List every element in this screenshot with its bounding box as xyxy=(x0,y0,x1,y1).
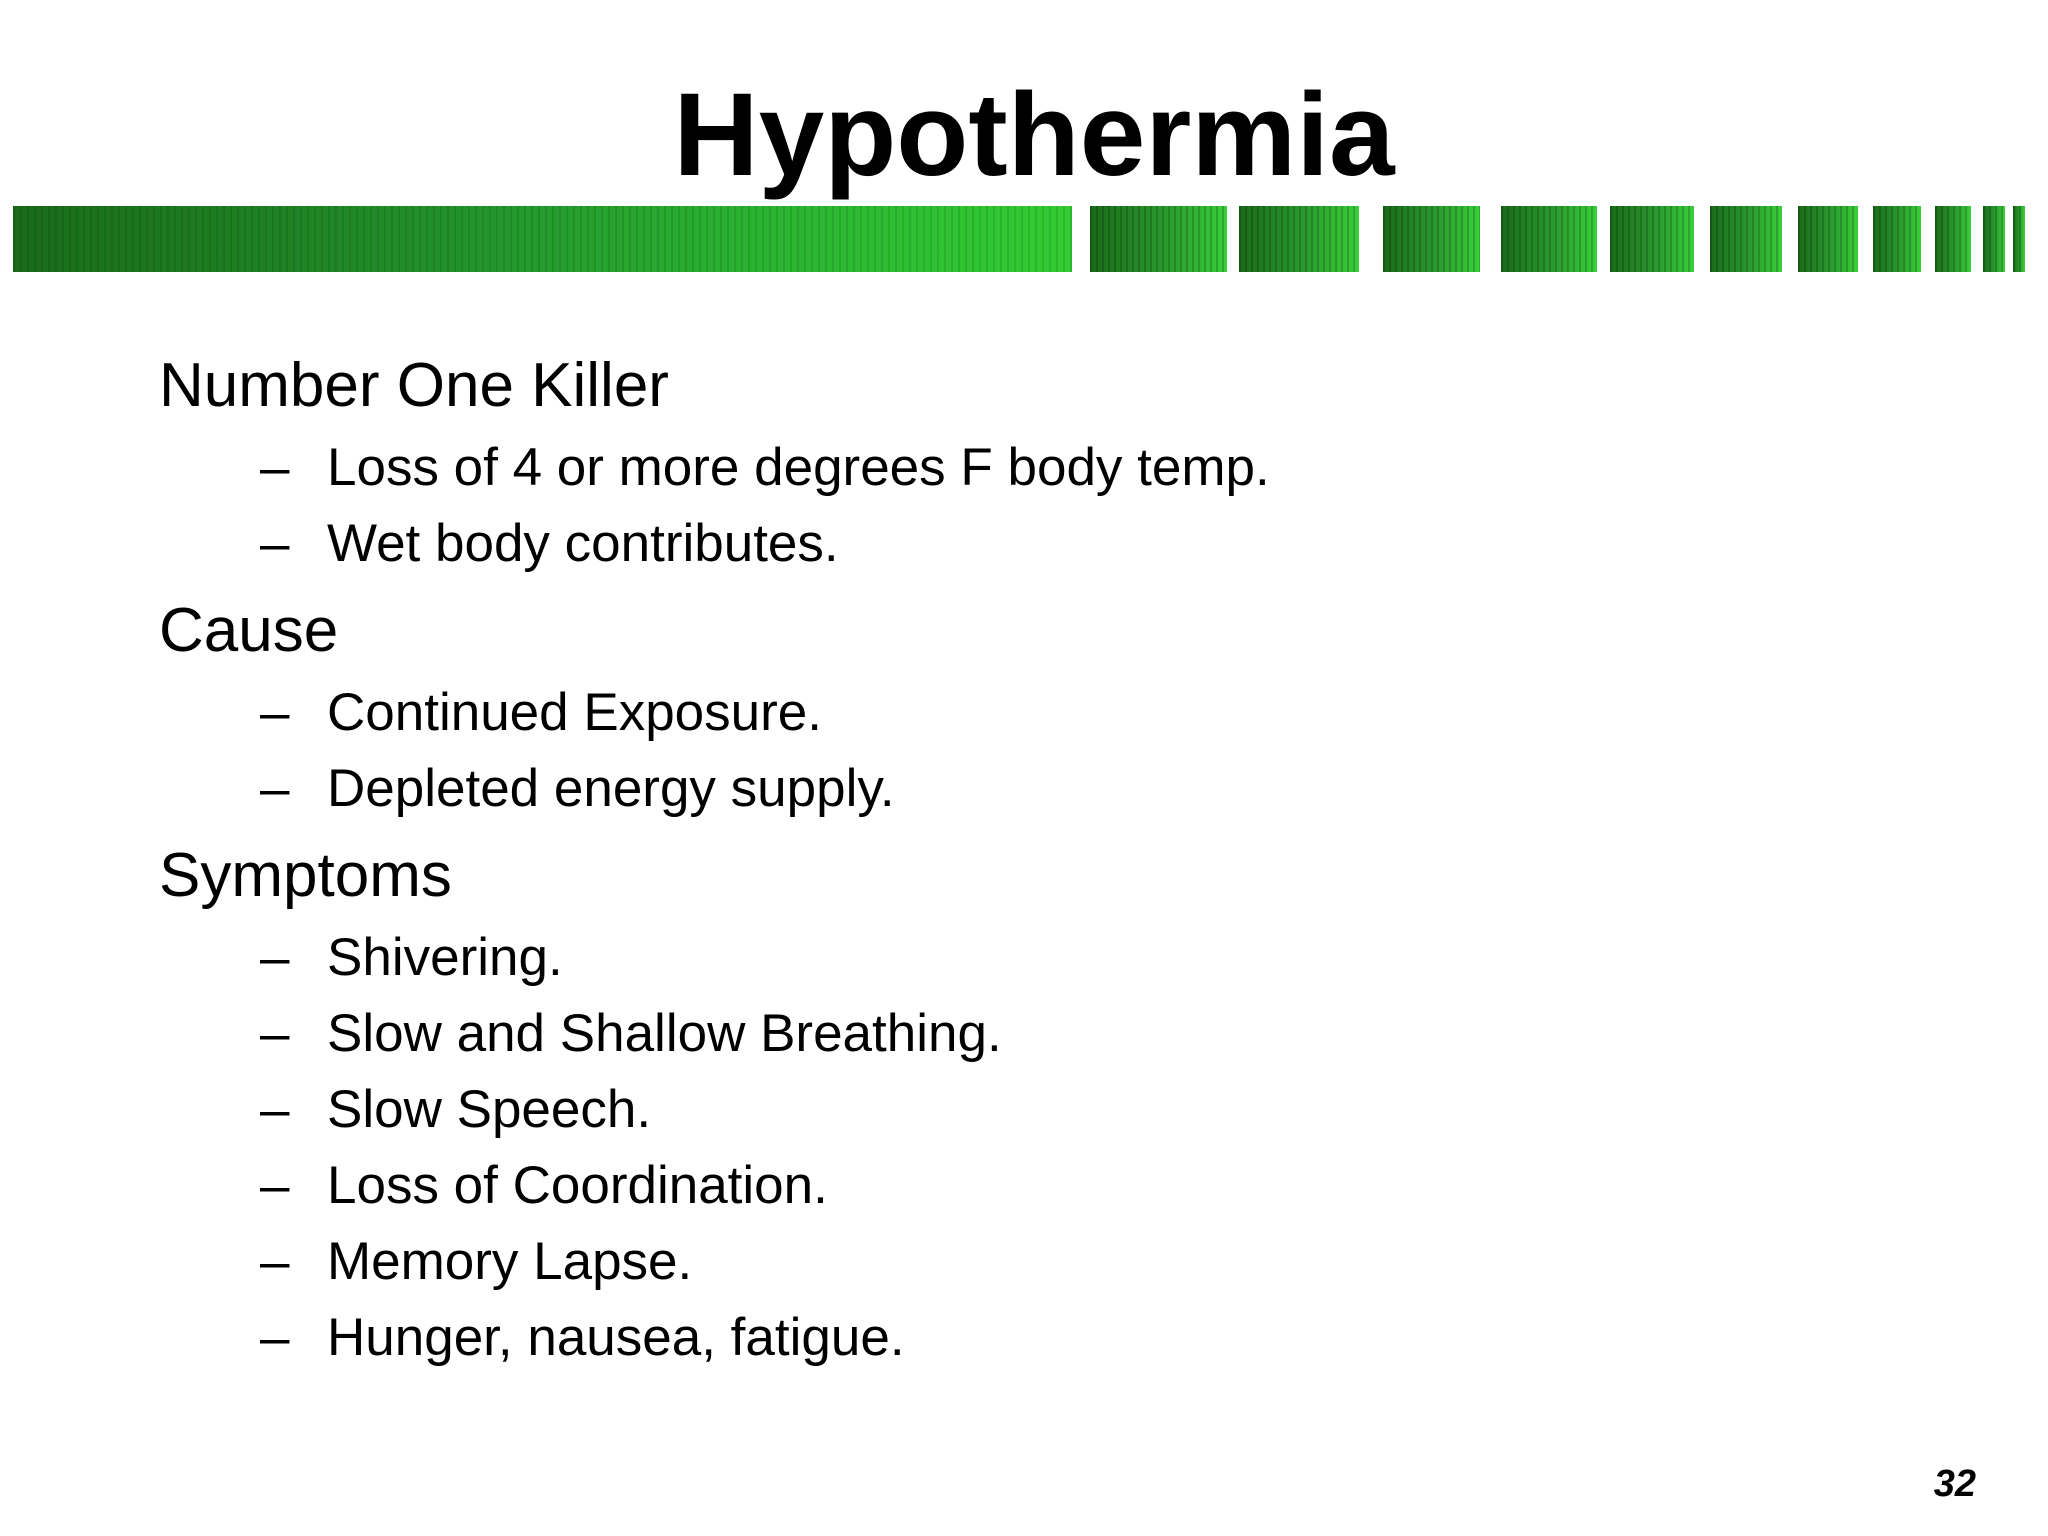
dash-bullet-icon: – xyxy=(260,438,290,497)
dash-bullet-icon: – xyxy=(260,1004,290,1063)
dash-bullet-icon: – xyxy=(260,514,290,573)
dash-bullet-icon: – xyxy=(260,1232,290,1291)
slide-title: Hypothermia xyxy=(673,69,1395,201)
bullet-text: Shivering. xyxy=(327,928,563,987)
bullet-text: Loss of Coordination. xyxy=(327,1156,828,1215)
dash-bullet-icon: – xyxy=(260,1080,290,1139)
dash-bullet-icon: – xyxy=(260,1156,290,1215)
dash-bullet-icon: – xyxy=(260,1308,290,1367)
section-heading: Cause xyxy=(159,596,339,665)
bullet-text: Slow and Shallow Breathing. xyxy=(327,1004,1002,1063)
dash-bullet-icon: – xyxy=(260,683,290,742)
bullet-text: Memory Lapse. xyxy=(327,1232,693,1291)
bullet-text: Continued Exposure. xyxy=(327,683,822,742)
bullet-text: Slow Speech. xyxy=(327,1080,652,1139)
bullet-text: Wet body contributes. xyxy=(327,514,839,573)
bullet-text: Loss of 4 or more degrees F body temp. xyxy=(327,438,1270,497)
section-heading: Number One Killer xyxy=(159,351,669,420)
section-heading: Symptoms xyxy=(159,841,452,910)
dash-bullet-icon: – xyxy=(260,928,290,987)
dash-bullet-icon: – xyxy=(260,759,290,818)
bullet-text: Hunger, nausea, fatigue. xyxy=(327,1308,905,1367)
page-number: 32 xyxy=(1933,1463,1976,1505)
bullet-text: Depleted energy supply. xyxy=(327,759,895,818)
